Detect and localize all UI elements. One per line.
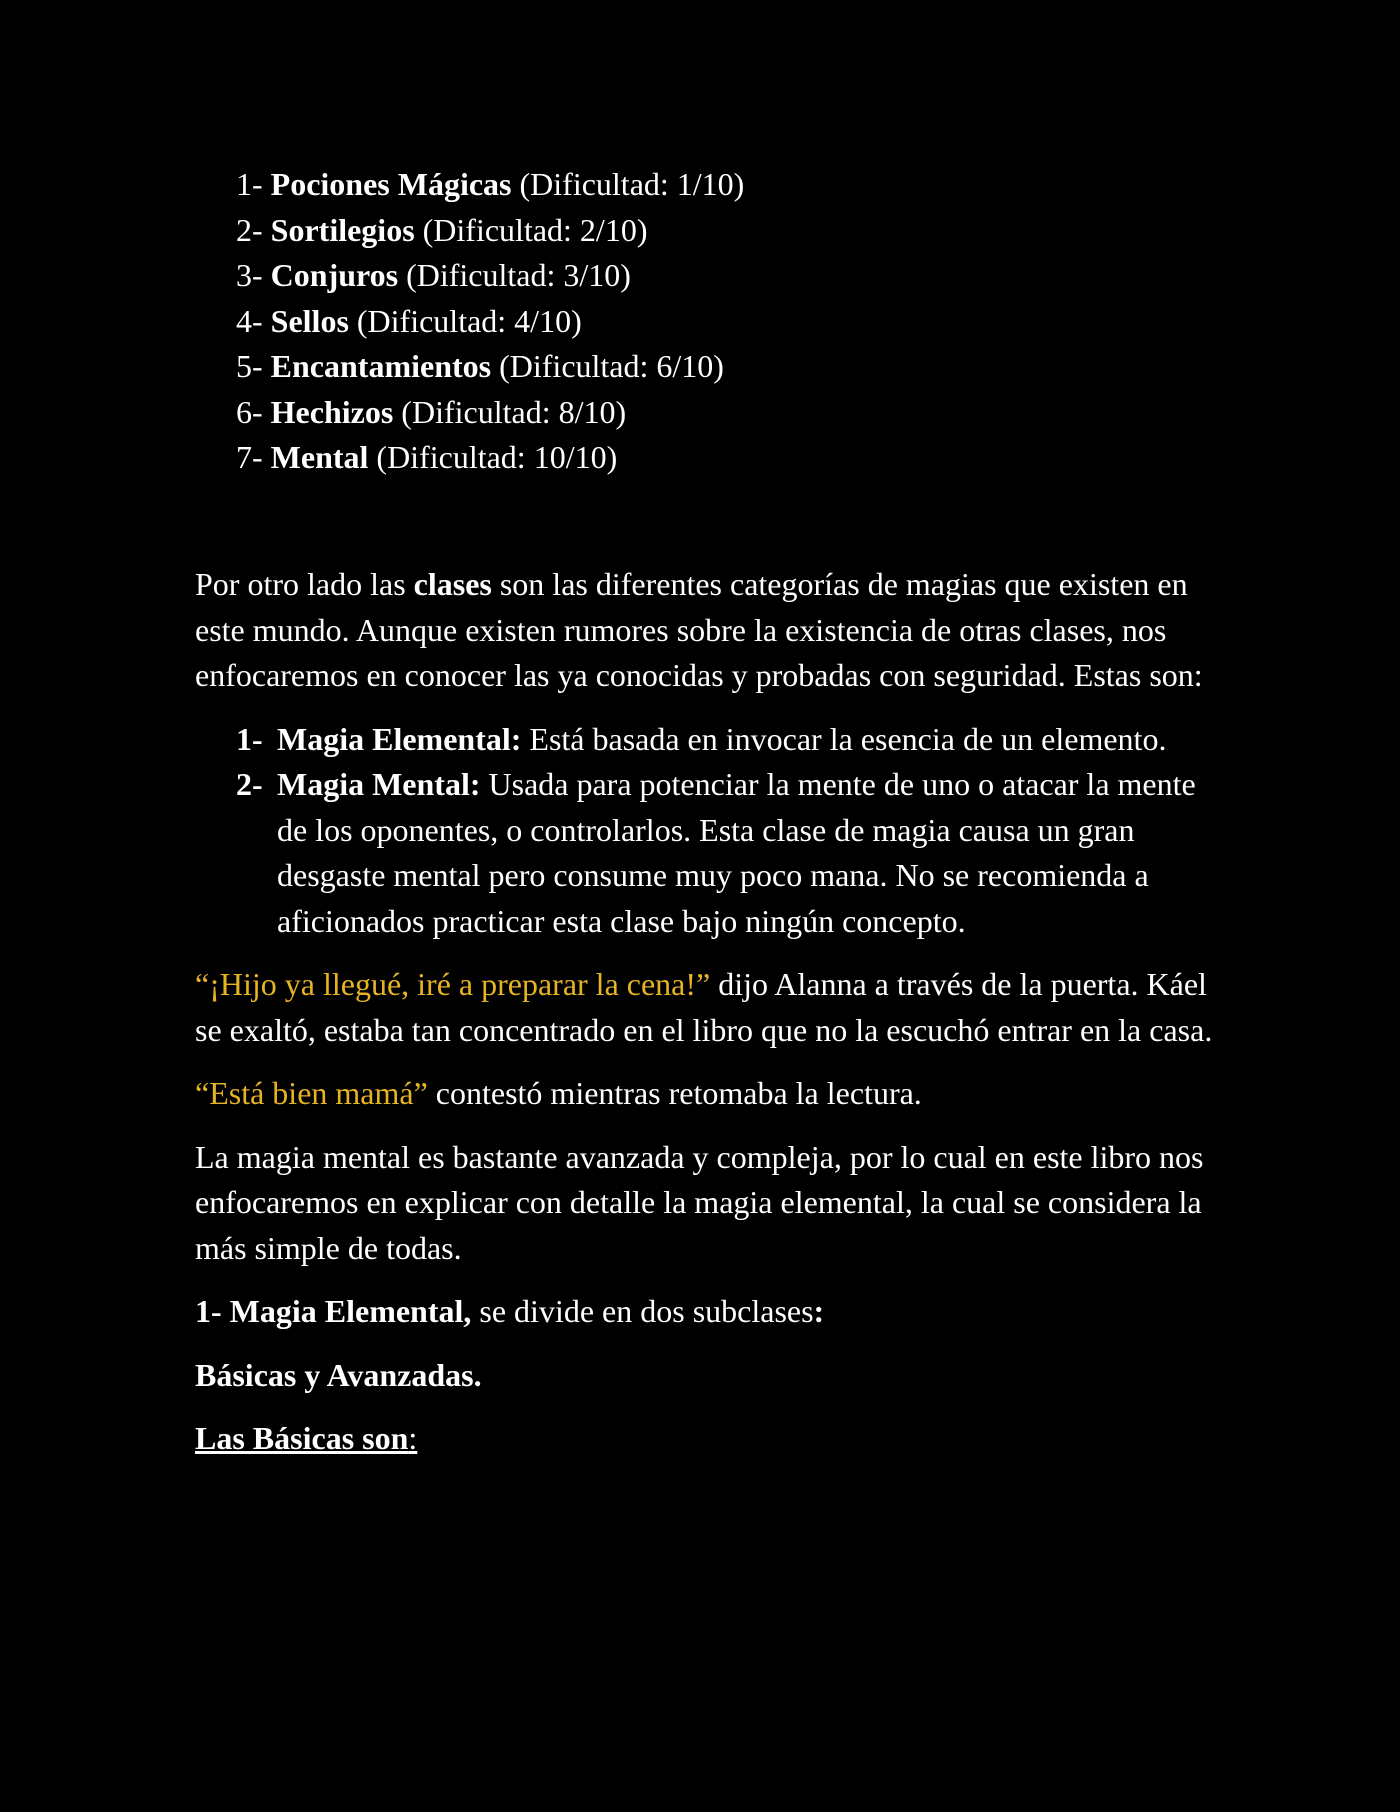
list-item: 6- Hechizos (Dificultad: 8/10) xyxy=(236,393,627,430)
list-item: 1- Magia Elemental: Está basada en invocar la esencia de un elemento. xyxy=(236,720,1167,757)
dialogue-paragraph: “¡Hijo ya llegué, iré a preparar la cena!” dijo Alanna a través de la puerta. Káel se exaltó, estaba tan concentrado en el libro que no la escuchó entrar en la casa. xyxy=(195,966,1213,1048)
list-item: 7- Mental (Dificultad: 10/10) xyxy=(236,439,618,475)
item-name: Hechizos xyxy=(270,393,394,430)
item-difficulty: (Dificultad: 8/10) xyxy=(401,393,627,430)
item-name: Pociones Mágicas xyxy=(270,166,512,202)
item-difficulty: (Dificultad: 1/10) xyxy=(519,166,745,202)
class-list xyxy=(195,717,1215,945)
class-name: Magia Mental: xyxy=(277,766,481,802)
subclasses-line: Básicas y Avanzadas. xyxy=(195,1356,482,1393)
dialogue-quote: “Está bien mamá” xyxy=(195,1075,428,1111)
dialogue-quote: “¡Hijo ya llegué, iré a preparar la cena!” xyxy=(195,966,711,1002)
main-text xyxy=(195,562,1215,1462)
difficulty-list xyxy=(236,162,1236,481)
intro-paragraph: Por otro lado las clases son las diferentes categorías de magias que existen en este mundo. Aunque existen rumores sobre la existencia de otras clases, nos enfocaremos en conocer las ya conocidas y probadas con seguridad. Estas son: xyxy=(195,566,1203,693)
item-name: Conjuros xyxy=(270,257,399,293)
item-difficulty: (Dificultad: 2/10) xyxy=(422,211,648,248)
item-name: Sellos xyxy=(270,302,349,339)
basics-heading: Las Básicas son: xyxy=(195,1420,418,1456)
list-item: 1- Pociones Mágicas (Dificultad: 1/10) xyxy=(236,166,745,202)
item-name: Encantamientos xyxy=(270,348,492,384)
item-difficulty: (Dificultad: 4/10) xyxy=(356,302,582,339)
item-difficulty: (Dificultad: 3/10) xyxy=(406,257,631,293)
list-item: 3- Conjuros (Dificultad: 3/10) xyxy=(236,257,631,293)
class-description: Usada para potenciar la mente de uno o atacar la mente de los oponentes, o controlarlos. Esta clase de magia causa un gran desgaste mental pero consume muy poco mana. No se recomienda a aficionados practicar esta clase bajo ningún concepto. xyxy=(277,766,1196,939)
class-description: Está basada en invocar la esencia de un elemento. xyxy=(521,720,1167,757)
list-item: 4- Sellos (Dificultad: 4/10) xyxy=(236,302,582,339)
dialogue-paragraph: “Está bien mamá” contestó mientras retomaba la lectura. xyxy=(195,1075,922,1111)
elemental-heading: 1- Magia Elemental, se divide en dos subclases: xyxy=(195,1293,825,1329)
mental-paragraph: La magia mental es bastante avanzada y compleja, por lo cual en este libro nos enfocaremos en explicar con detalle la magia elemental, la cual se considera la más simple de todas. xyxy=(195,1138,1204,1266)
list-item: 2- Sortilegios (Dificultad: 2/10) xyxy=(236,211,648,248)
list-item: 2- Magia Mental: Usada para potenciar la mente de uno o atacar la mente de los oponentes, o controlarlos. Esta clase de magia causa un gran desgaste mental pero consume muy poco mana. No se recomienda a aficionados practicar esta clase bajo ningún concepto. xyxy=(236,766,1196,939)
list-item: 5- Encantamientos (Dificultad: 6/10) xyxy=(236,348,724,384)
class-name: Magia Elemental: xyxy=(277,720,522,757)
item-difficulty: (Dificultad: 6/10) xyxy=(499,348,724,384)
item-name: Sortilegios xyxy=(270,211,415,248)
item-difficulty: (Dificultad: 10/10) xyxy=(376,439,618,475)
item-name: Mental xyxy=(270,439,369,475)
